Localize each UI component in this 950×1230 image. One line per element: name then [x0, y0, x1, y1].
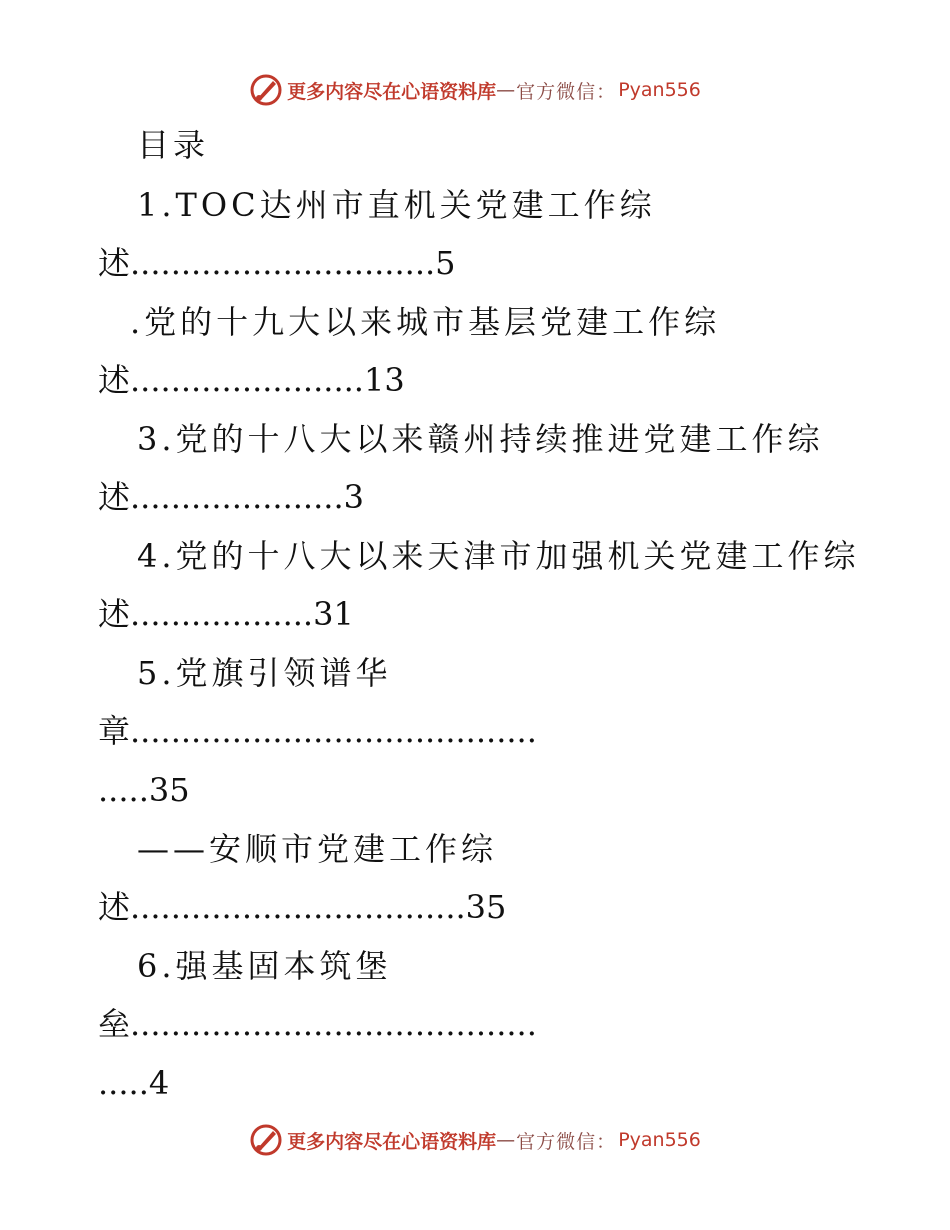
toc-entry-5-subtitle-leader: 述.................................35 — [98, 888, 507, 926]
toc-entry-1-title: 1.TOC达州市直机关党建工作综 — [137, 186, 656, 224]
watermark-wechat-label: 官方微信： — [516, 80, 617, 103]
toc-entry-2-leader: 述.......................13 — [98, 361, 405, 399]
toc-entry-5-subtitle: ——安顺市党建工作综 — [137, 830, 498, 868]
brush-logo-icon — [249, 73, 283, 107]
watermark-title: 更多内容尽在心语资料库 — [287, 1130, 497, 1153]
toc-entry-3-title: 3.党的十八大以来赣州持续推进党建工作综 — [137, 420, 824, 458]
watermark-wechat-id: Pyan556 — [618, 1129, 701, 1151]
watermark-dash: — — [496, 1129, 517, 1151]
header-watermark — [0, 70, 950, 110]
toc-entry-5-title: 5.党旗引领谱华 — [137, 654, 392, 692]
watermark-title: 更多内容尽在心语资料库 — [287, 80, 497, 103]
toc-entry-6-page: .....4 — [98, 1064, 170, 1102]
watermark-wechat-label: 官方微信： — [516, 1130, 617, 1153]
toc-entry-5-leader: 章........................................ — [98, 712, 537, 750]
toc-entry-3-leader: 述.....................3 — [98, 478, 364, 516]
brush-logo-icon — [249, 1123, 283, 1157]
footer-watermark — [0, 1120, 950, 1160]
watermark-wechat-id: Pyan556 — [618, 79, 701, 101]
toc-entry-2-title: .党的十九大以来城市基层党建工作综 — [130, 303, 721, 341]
watermark-dash: — — [496, 79, 517, 101]
toc-entry-1-leader: 述..............................5 — [98, 244, 456, 282]
toc-heading: 目录 — [137, 126, 210, 164]
toc-entry-5-page: .....35 — [98, 771, 190, 809]
toc-entry-4-leader: 述..................31 — [98, 595, 354, 633]
toc-entry-4-title: 4.党的十八大以来天津市加强机关党建工作综 — [137, 537, 860, 575]
toc-entry-6-title: 6.强基固本筑堡 — [137, 947, 392, 985]
toc-entry-6-leader: 垒........................................ — [98, 1005, 537, 1043]
